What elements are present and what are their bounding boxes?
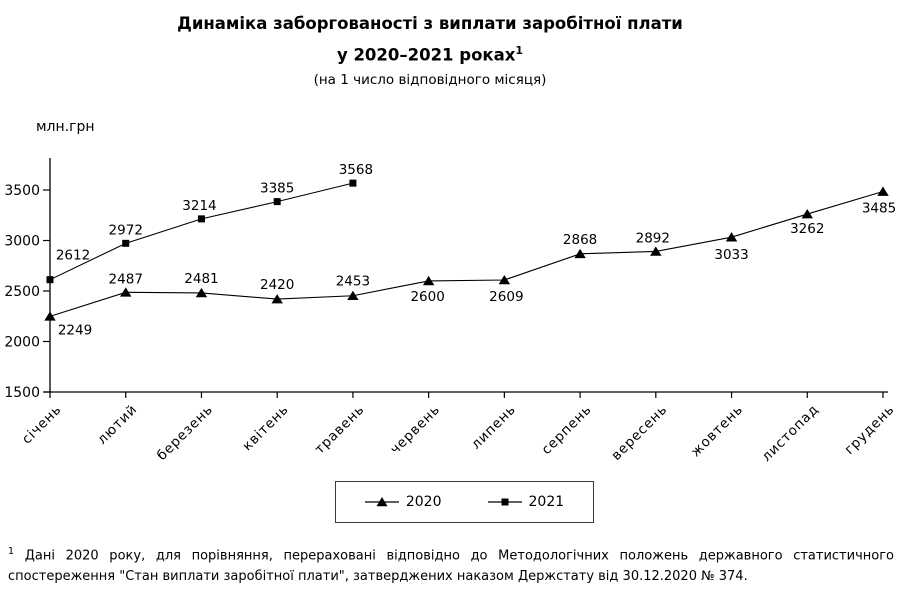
page-subtitle: (на 1 число відповідного місяця) bbox=[313, 71, 547, 88]
data-point-label-2020: 2420 bbox=[260, 277, 295, 294]
data-point-marker-2021 bbox=[122, 240, 129, 247]
x-tick-label: січень bbox=[18, 401, 65, 448]
data-point-label-2020: 3262 bbox=[790, 221, 825, 238]
x-tick-label: серпень bbox=[538, 401, 595, 458]
y-tick-label: 3000 bbox=[4, 233, 40, 250]
title-superscript: 1 bbox=[515, 44, 524, 57]
data-point-label-2020: 2609 bbox=[489, 288, 524, 305]
data-point-label-2021: 3214 bbox=[182, 197, 217, 214]
y-axis-unit-label: млн.грн bbox=[36, 119, 95, 135]
x-tick-label: липень bbox=[468, 401, 520, 453]
data-point-label-2020: 2481 bbox=[184, 270, 219, 287]
data-point-label-2020: 2892 bbox=[635, 230, 670, 247]
data-point-label-2021: 2972 bbox=[108, 222, 143, 239]
series-2020-line bbox=[50, 192, 883, 317]
chart-legend bbox=[335, 481, 594, 523]
data-point-marker-2020 bbox=[802, 209, 813, 218]
page-title-line1: Динаміка заборгованості з виплати заробітної плати bbox=[177, 14, 683, 33]
footnote-superscript: 1 bbox=[8, 546, 15, 557]
data-point-label-2020: 2249 bbox=[57, 322, 93, 339]
legend-entry-2020 bbox=[365, 494, 442, 510]
x-tick-label: травень bbox=[311, 401, 368, 458]
triangle-marker-icon bbox=[365, 496, 399, 508]
x-tick-label: грудень bbox=[841, 401, 898, 458]
data-point-label-2020: 2453 bbox=[335, 273, 371, 290]
x-tick-label: листопад bbox=[758, 401, 823, 465]
x-tick-label: лютий bbox=[94, 401, 141, 448]
legend-label-2020: 2020 bbox=[405, 494, 442, 510]
data-point-marker-2020 bbox=[877, 187, 888, 196]
footnote-text: Дані 2020 року, для порівняння, перераховані відповідно до Методологічних положень державного статистичного спостереження "Стан виплати заробітної плати", затверджених наказом Держстату від 30.12.2020 № 374. bbox=[8, 548, 894, 585]
title-block bbox=[0, 10, 860, 91]
y-tick-label: 1500 bbox=[4, 385, 40, 401]
data-point-label-2020: 3033 bbox=[714, 247, 749, 264]
x-tick-label: червень bbox=[387, 401, 444, 458]
data-point-marker-2021 bbox=[274, 198, 281, 205]
data-point-marker-2021 bbox=[47, 276, 54, 283]
page-title-line2-text: у 2020–2021 роках bbox=[336, 45, 516, 65]
footnote bbox=[8, 541, 894, 587]
data-point-label-2020: 2487 bbox=[108, 271, 143, 288]
data-point-marker-2020 bbox=[44, 311, 55, 320]
x-tick-label: квітень bbox=[239, 401, 293, 455]
data-point-label-2021: 3385 bbox=[260, 180, 295, 197]
y-tick-label: 2500 bbox=[4, 284, 40, 300]
x-tick-label: жовтень bbox=[687, 401, 747, 461]
x-tick-label: березень bbox=[153, 401, 217, 464]
data-point-label-2020: 2600 bbox=[410, 288, 445, 305]
data-point-marker-2021 bbox=[198, 215, 205, 222]
y-tick-label: 3500 bbox=[4, 183, 40, 199]
data-point-label-2020: 3485 bbox=[861, 200, 897, 217]
data-point-marker-2020 bbox=[726, 232, 737, 241]
data-point-label-2021: 2612 bbox=[55, 247, 91, 264]
data-point-label-2020: 2868 bbox=[562, 231, 598, 248]
data-point-label-2021: 3568 bbox=[338, 162, 374, 179]
y-tick-label: 2000 bbox=[4, 334, 40, 351]
data-point-marker-2021 bbox=[349, 180, 356, 187]
page-title-line2 bbox=[0, 37, 860, 69]
x-tick-label: вересень bbox=[608, 401, 671, 464]
legend-label-2021: 2021 bbox=[528, 494, 565, 510]
square-marker-icon bbox=[488, 496, 522, 508]
legend-entry-2021 bbox=[488, 494, 565, 510]
